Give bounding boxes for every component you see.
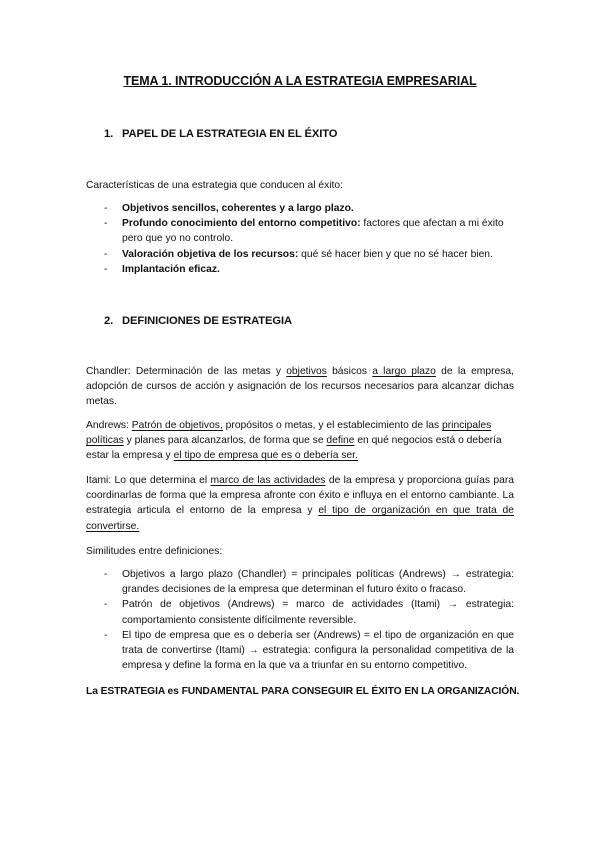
list-item: - El tipo de empresa que es o debería ser (Andrews) = el tipo de organización en que trata de convertirse (Itami) → estrategia: configura la personalidad competitiva de la empresa y define la forma en la que va a triunfar en su entorno competitivo. [86, 628, 514, 674]
page-title: TEMA 1. INTRODUCCIÓN A LA ESTRATEGIA EMPRESARIAL [123, 74, 477, 88]
section-1-heading [104, 128, 337, 140]
list-item [86, 216, 514, 246]
list-item-bold: Implantación eficaz. [122, 263, 220, 275]
list-item: - Patrón de objetivos (Andrews) = marco de actividades (Itami) → estrategia: comportamiento consistente difícilmente reversible. [86, 597, 514, 627]
itami-definition: Itami: Lo que determina el marco de las actividades de la empresa y proporciona guías para coordinarlas de forma que la empresa afronte con éxito e influya en el entorno cambiante. La estrategia articula el entorno de la empresa y el tipo de organización en que trata de convertirse. [86, 475, 515, 532]
success-characteristics-list [86, 201, 514, 277]
conclusion: La ESTRATEGIA es FUNDAMENTAL PARA CONSEGUIR EL ÉXITO EN LA ORGANIZACIÓN. [86, 686, 520, 697]
list-item [86, 262, 514, 277]
similarities-intro: Similitudes entre definiciones: [86, 546, 223, 557]
section-2-number: 2. [104, 315, 114, 327]
list-item-bold: Profundo conocimiento del entorno competitivo: [122, 218, 361, 230]
list-item-text: qué sé hacer bien y que no sé hacer bien. [298, 248, 493, 260]
section-2-heading [104, 315, 292, 327]
andrews-definition: Andrews: Patrón de objetivos, propósitos o metas, y el establecimiento de las principales políticas y planes para alcanzarlos, de forma que se define en qué negocios está o debería estar la empresa y el tipo de empresa que es o debería ser. [86, 420, 502, 462]
list-item [86, 201, 514, 216]
section-1-intro: Características de una estrategia que conducen al éxito: [86, 180, 344, 191]
list-item-bold: Objetivos sencillos, coherentes y a largo plazo. [122, 203, 354, 214]
section-1-number: 1. [104, 128, 114, 140]
list-item [86, 247, 514, 262]
list-item: - Objetivos a largo plazo (Chandler) = principales políticas (Andrews) → estrategia: grandes decisiones de la empresa que determinan el futuro éxito o fracaso. [86, 567, 514, 597]
list-item-text: factores que afectan a mi éxito pero que yo no controlo. [122, 218, 504, 245]
list-item-bold: Valoración objetiva de los recursos: [122, 248, 299, 260]
section-2-title: DEFINICIONES DE ESTRATEGIA [122, 315, 292, 327]
similarities-list [86, 567, 514, 673]
chandler-definition: Chandler: Determinación de las metas y objetivos básicos a largo plazo de la empresa, adopción de cursos de acción y asignación de los recursos necesarios para alcanzar dichas metas. [86, 366, 514, 408]
section-1-title: PAPEL DE LA ESTRATEGIA EN EL ÉXITO [122, 128, 338, 140]
